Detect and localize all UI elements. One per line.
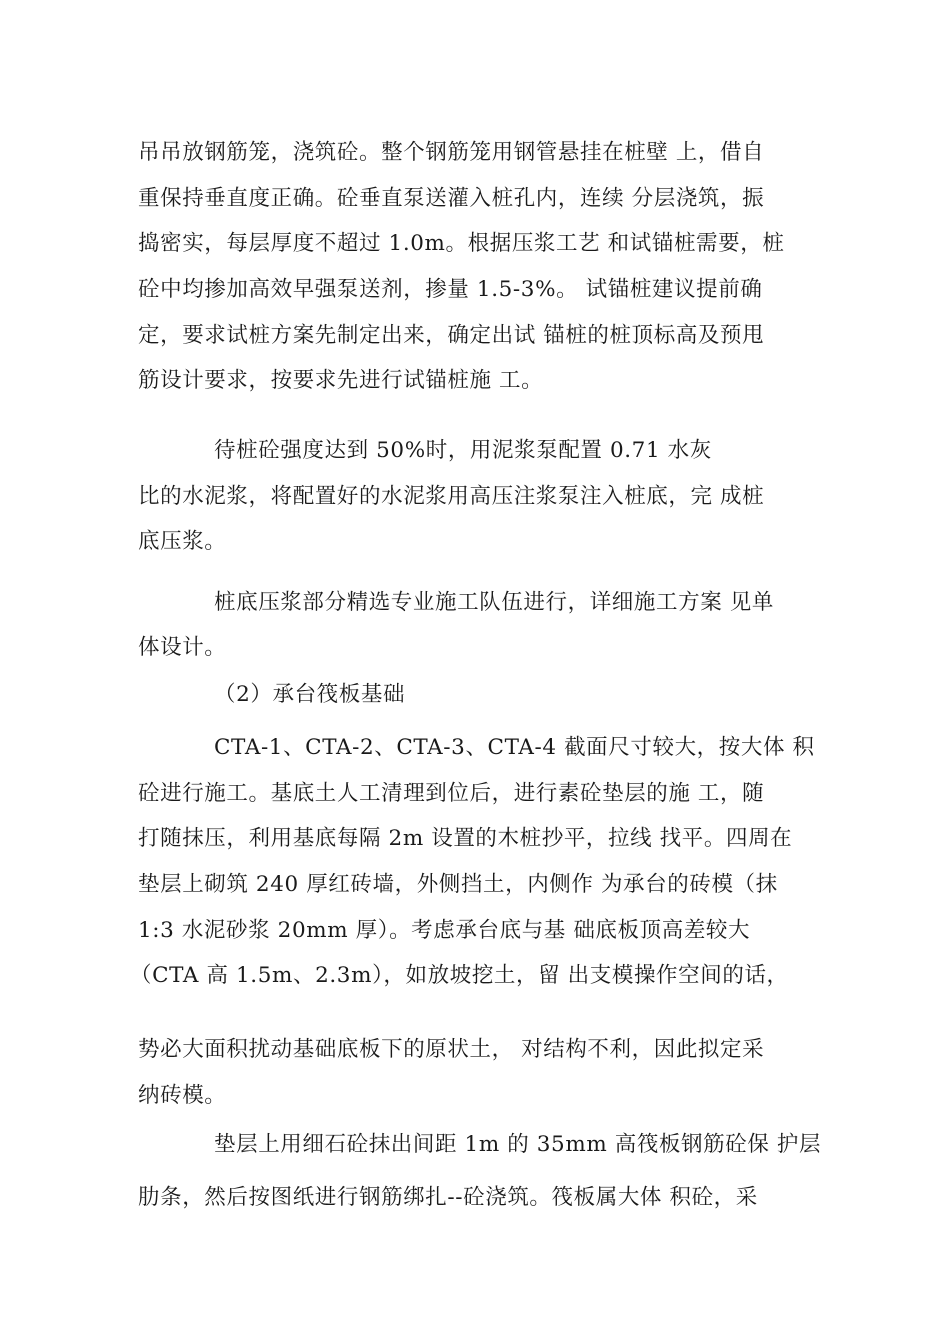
text-line-11: 体设计。 xyxy=(138,635,227,660)
text-line-22: 肋条，然后按图纸进行钢筋绑扎--砼浇筑。筏板属大体 积砼，采 xyxy=(138,1185,758,1210)
text-line-15: 打随抹压，利用基底每隔 2m 设置的木桩抄平，拉线 找平。四周在 xyxy=(138,826,793,851)
text-line-13: CTA-1、CTA-2、CTA-3、CTA-4 截面尺寸较大，按大体 积 xyxy=(214,735,815,760)
text-line-6: 筋设计要求，按要求先进行试锚桩施 工。 xyxy=(138,368,544,393)
text-line-5: 定，要求试桩方案先制定出来，确定出试 锚桩的桩顶标高及预甩 xyxy=(138,323,765,348)
text-line-21: 垫层上用细石砼抹出间距 1m 的 35mm 高筏板钢筋砼保 护层 xyxy=(214,1132,822,1157)
text-line-9: 底压浆。 xyxy=(138,529,227,554)
text-line-16: 垫层上砌筑 240 厚红砖墙，外侧挡土，内侧作 为承台的砖模（抹 xyxy=(138,872,778,897)
text-line-1: 吊吊放钢筋笼，浇筑砼。整个钢筋笼用钢管悬挂在桩壁 上，借自 xyxy=(138,140,765,165)
text-line-8: 比的水泥浆，将配置好的水泥浆用高压注浆泵注入桩底，完 成桩 xyxy=(138,484,765,509)
text-line-20: 纳砖模。 xyxy=(138,1083,227,1108)
section-heading: （2）承台筏板基础 xyxy=(214,682,406,707)
text-line-7: 待桩砼强度达到 50%时，用泥浆泵配置 0.71 水灰 xyxy=(214,438,712,463)
text-line-18: （CTA 高 1.5m、2.3m），如放坡挖土，留 出支模操作空间的话， xyxy=(130,963,789,988)
text-line-4: 砼中均掺加高效早强泵送剂，掺量 1.5-3%。 试锚桩建议提前确 xyxy=(138,277,763,302)
text-line-19: 势必大面积扰动基础底板下的原状土， 对结构不利，因此拟定采 xyxy=(138,1037,765,1062)
text-line-17: 1:3 水泥砂浆 20mm 厚）。考虑承台底与基 础底板顶高差较大 xyxy=(138,918,751,943)
text-line-10: 桩底压浆部分精选专业施工队伍进行，详细施工方案 见单 xyxy=(214,590,774,615)
text-line-2: 重保持垂直度正确。砼垂直泵送灌入桩孔内，连续 分层浇筑，振 xyxy=(138,186,765,211)
text-line-14: 砼进行施工。基底土人工清理到位后，进行素砼垫层的施 工，随 xyxy=(138,781,765,806)
text-line-3: 捣密实，每层厚度不超过 1.0m。根据压浆工艺 和试锚桩需要，桩 xyxy=(138,231,785,256)
